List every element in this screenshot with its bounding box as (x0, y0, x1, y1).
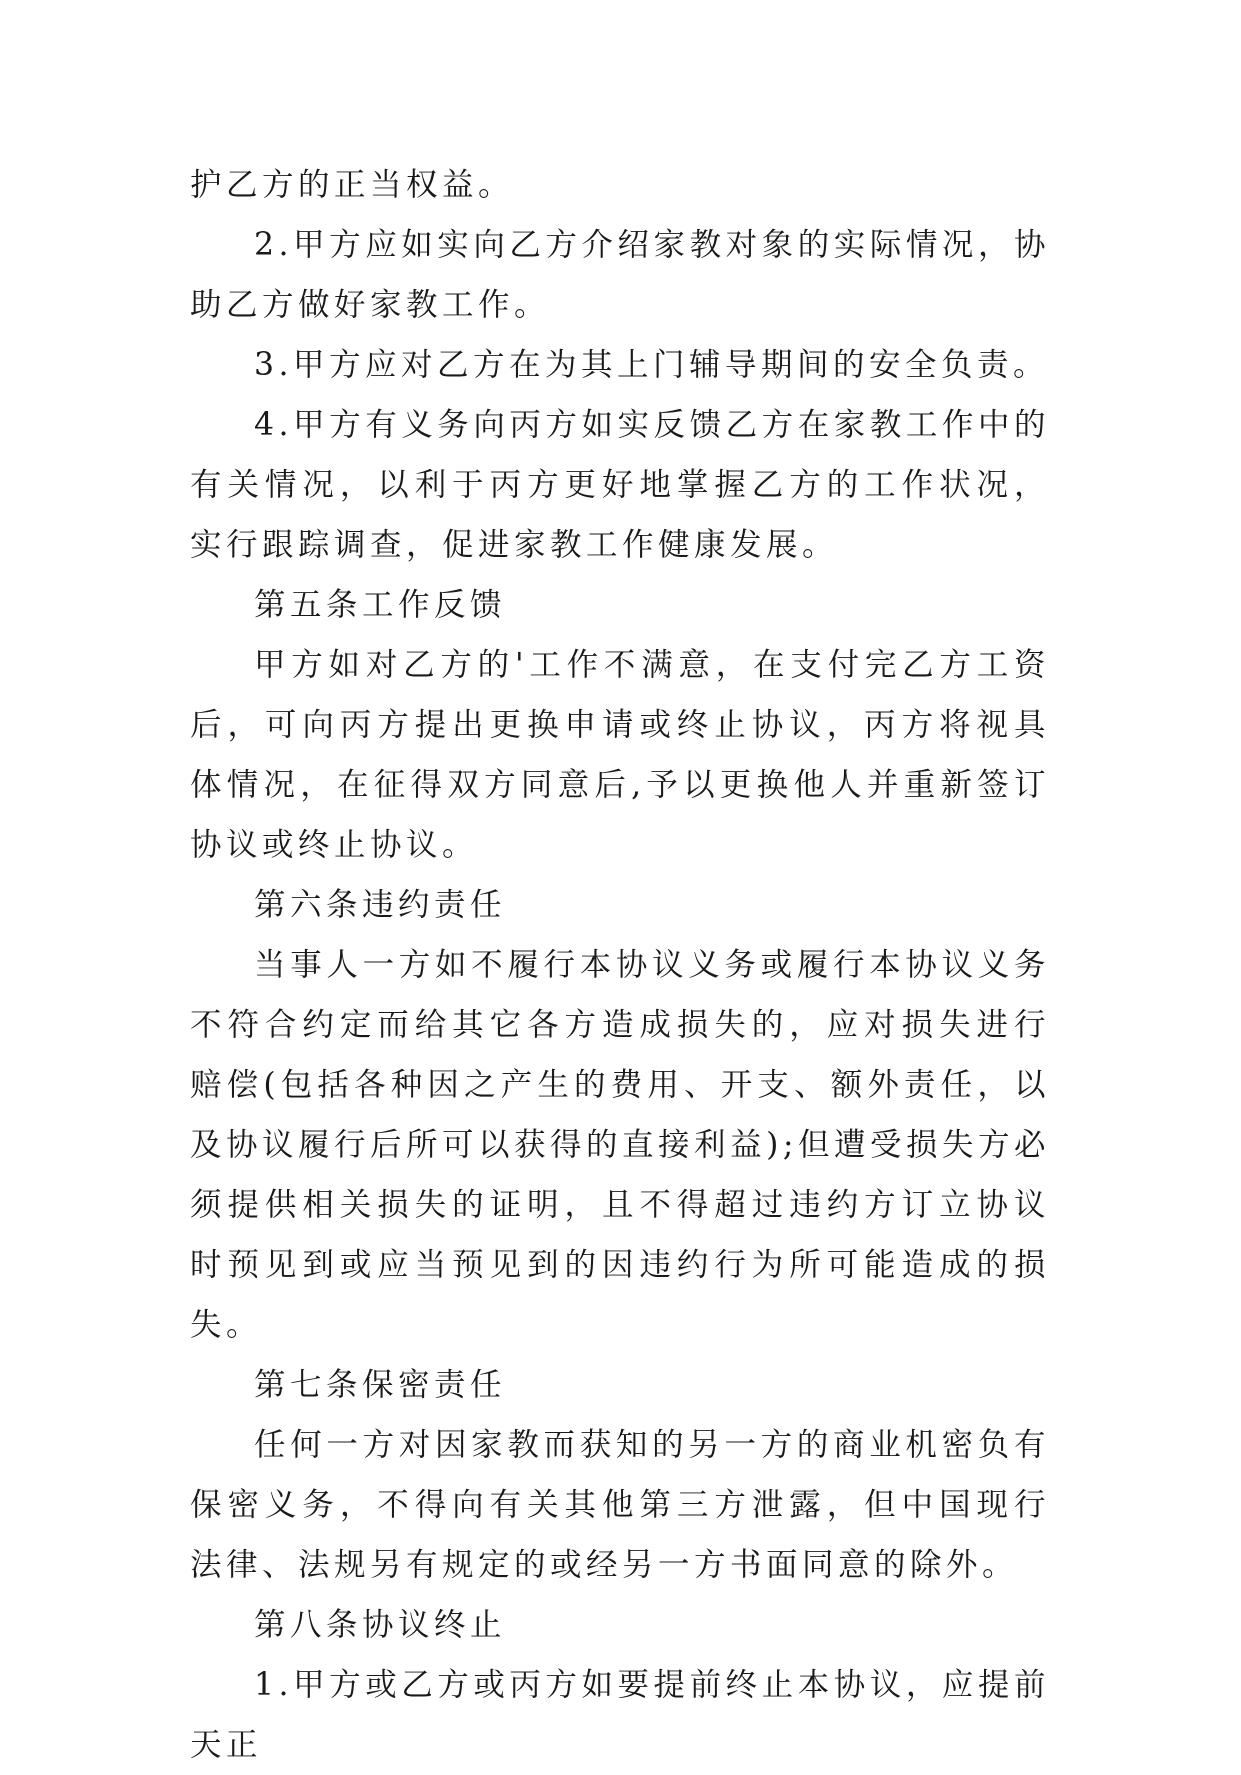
paragraph-work-feedback: 甲方如对乙方的'工作不满意，在支付完乙方工资后，可向丙方提出更换申请或终止协议，丙方将视具体情况，在征得双方同意后,予以更换他人并重新签订协议或终止协议。 (190, 647, 1050, 863)
document-body (190, 155, 1050, 1775)
paragraph-item-4: 4.甲方有义务向丙方如实反馈乙方在家教工作中的有关情况，以利于丙方更好地掌握乙方的工作状况，实行跟踪调查，促进家教工作健康发展。 (190, 407, 1050, 563)
paragraph-breach-liability: 当事人一方如不履行本协议义务或履行本协议义务不符合约定而给其它各方造成损失的，应对损失进行赔偿(包括各种因之产生的费用、开支、额外责任，以及协议履行后所可以获得的直接利益);但遭受损失方必须提供相关损失的证明，且不得超过违约方订立协议时预见到或应当预见到的因违约行为所可能造成的损失。 (190, 947, 1050, 1343)
section-heading-article-5: 第五条工作反馈 (254, 587, 507, 623)
section-heading-article-8: 第八条协议终止 (254, 1607, 507, 1643)
section-heading-article-7: 第七条保密责任 (254, 1367, 507, 1403)
paragraph-confidentiality: 任何一方对因家教而获知的另一方的商业机密负有保密义务，不得向有关其他第三方泄露，但中国现行法律、法规另有规定的或经另一方书面同意的除外。 (190, 1427, 1050, 1583)
paragraph-item-3: 3.甲方应对乙方在为其上门辅导期间的安全负责。 (254, 347, 1050, 383)
paragraph-continuation: 护乙方的正当权益。 (190, 167, 515, 203)
paragraph-termination-item-1: 1.甲方或乙方或丙方如要提前终止本协议，应提前天正 (190, 1667, 1050, 1763)
paragraph-item-2: 2.甲方应如实向乙方介绍家教对象的实际情况，协助乙方做好家教工作。 (190, 227, 1050, 323)
section-heading-article-6: 第六条违约责任 (254, 887, 507, 923)
